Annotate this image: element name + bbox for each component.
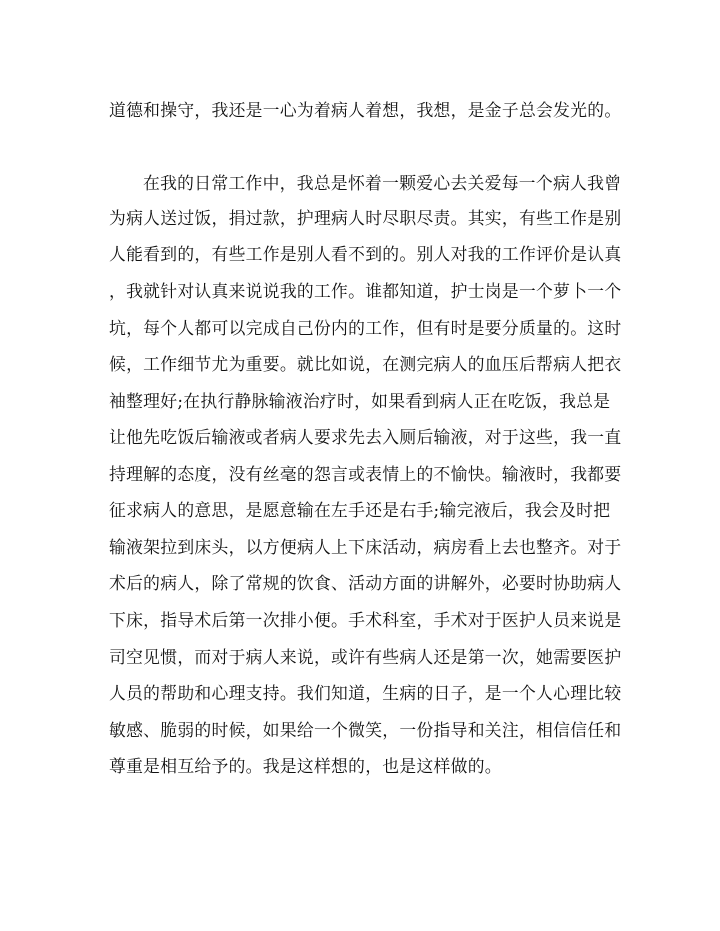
paragraph-2-line-4: ，我就针对认真来说说我的工作。谁都知道，护士岗是一个萝卜一个 <box>109 281 622 301</box>
paragraph-2-line-17: 尊重是相互给予的。我是这样想的，也是这样做的。 <box>109 756 502 776</box>
paragraph-1-line-1: 道德和操守，我还是一心为着病人着想，我想，是金子总会发光的。 <box>109 100 622 120</box>
paragraph-2-line-6: 候，工作细节尤为重要。就比如说，在测完病人的血压后帮病人把衣 <box>109 354 622 374</box>
paragraph-2-line-16: 敏感、脆弱的时候，如果给一个微笑，一份指导和关注，相信信任和 <box>109 720 622 740</box>
paragraph-2-line-3: 人能看到的，有些工作是别人看不到的。别人对我的工作评价是认真 <box>109 244 622 264</box>
paragraph-2-line-7: 袖整理好;在执行静脉输液治疗时，如果看到病人正在吃饭，我总是 <box>109 391 611 411</box>
paragraph-2-line-8: 让他先吃饭后输液或者病人要求先去入厕后输液，对于这些，我一直 <box>109 427 622 447</box>
paragraph-2-line-1: 在我的日常工作中，我总是怀着一颗爱心去关爱每一个病人我曾 <box>143 173 622 193</box>
paragraph-2-line-2: 为病人送过饭，捐过款，护理病人时尽职尽责。其实，有些工作是别 <box>109 208 622 228</box>
paragraph-2-line-13: 下床，指导术后第一次排小便。手术科室，手术对于医护人员来说是 <box>109 610 622 630</box>
paragraph-2-line-11: 输液架拉到床头，以方便病人上下床活动，病房看上去也整齐。对于 <box>109 537 622 557</box>
paragraph-2-line-12: 术后的病人，除了常规的饮食、活动方面的讲解外，必要时协助病人 <box>109 573 622 593</box>
paragraph-2-line-9: 持理解的态度，没有丝毫的怨言或表情上的不愉快。输液时，我都要 <box>109 464 622 484</box>
paragraph-2-line-15: 人员的帮助和心理支持。我们知道，生病的日子，是一个人心理比较 <box>109 683 622 703</box>
paragraph-2-line-10: 征求病人的意思，是愿意输在左手还是右手;输完液后，我会及时把 <box>109 500 611 520</box>
paragraph-2-line-14: 司空见惯，而对于病人来说，或许有些病人还是第一次，她需要医护 <box>109 647 622 667</box>
paragraph-2-line-5: 坑，每个人都可以完成自己份内的工作，但有时是要分质量的。这时 <box>109 318 622 338</box>
